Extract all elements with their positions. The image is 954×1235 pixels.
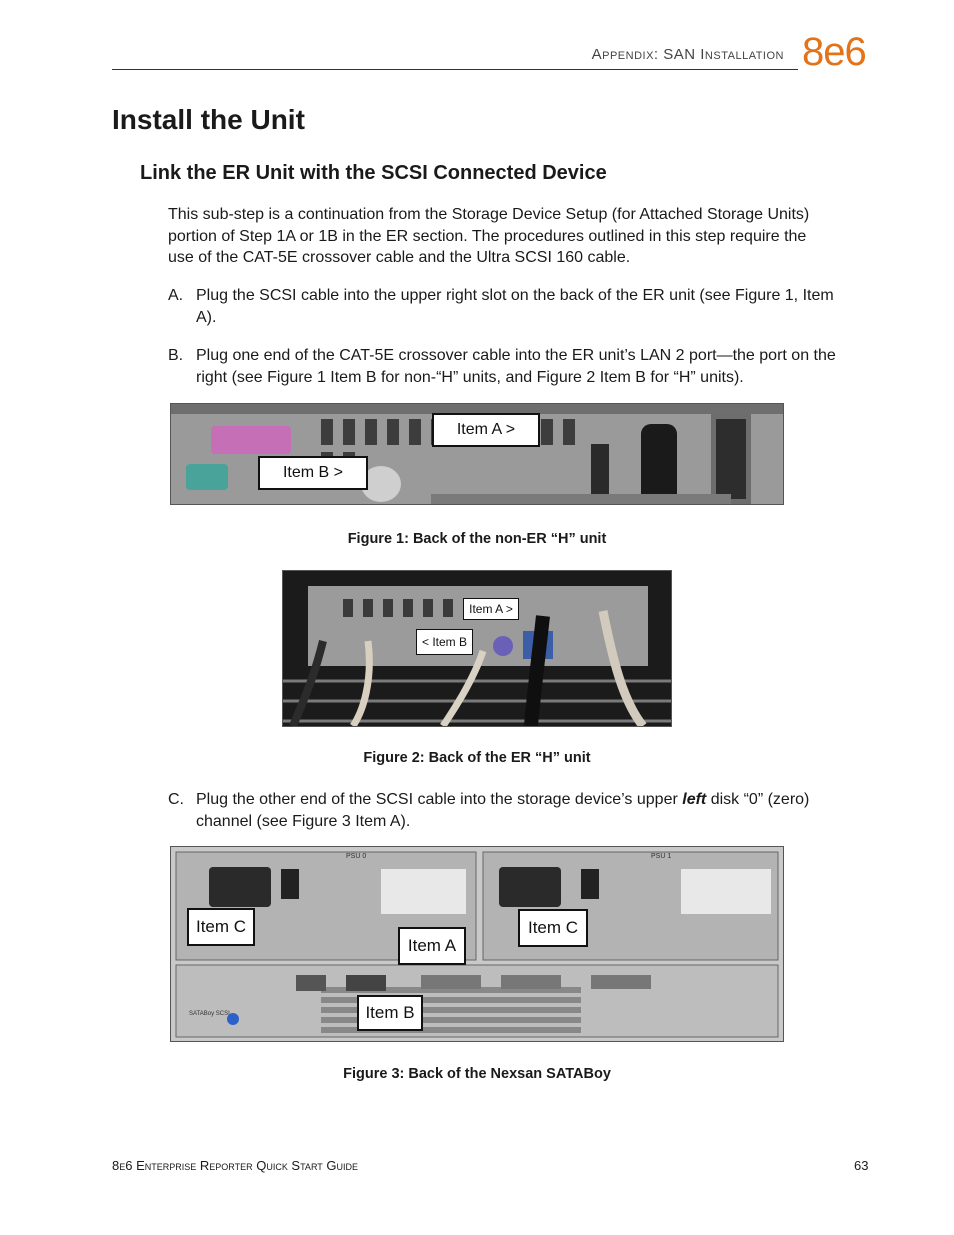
figure-1-caption: Figure 1: Back of the non-ER “H” unit xyxy=(347,531,607,547)
step-letter: B. xyxy=(168,347,184,364)
brand-silk: SATABoy SCSI xyxy=(189,1011,230,1017)
step-text: Plug one end of the CAT-5E crossover cable into the ER unit’s LAN 2 port—the port on the right (see Figure 1 Item B for non-“H” units, and Figure 2 Item B for “H” units). xyxy=(196,347,836,386)
item-b-label: < Item B xyxy=(416,629,473,655)
psu0-silk: PSU 0 xyxy=(346,853,367,860)
step-text-tail: disk “0” (zero) channel (see Figure 3 Item A). xyxy=(196,791,810,830)
item-a-label: Item A xyxy=(398,927,466,965)
item-c-left-label: Item C xyxy=(187,908,255,946)
intro-paragraph: This sub-step is a continuation from the Storage Device Setup (for Attached Storage Units) portion of Step 1A or 1B in the ER section. The procedures outlined in this step require the use of the CAT-5E crossover cable and the Ultra SCSI 160 cable. xyxy=(168,206,810,266)
running-header: Appendix: SAN Installation xyxy=(591,46,784,63)
step-letter: A. xyxy=(168,287,184,304)
header-rule xyxy=(112,69,798,70)
step-c xyxy=(168,789,848,832)
company-logo: 8e6 xyxy=(802,30,866,74)
step-text-lead: Plug the other end of the SCSI cable into the storage device’s upper xyxy=(196,791,683,808)
figure-1-photo xyxy=(170,403,784,505)
step-b xyxy=(168,345,848,388)
item-a-label: Item A > xyxy=(463,598,519,620)
emphasis-left: left xyxy=(682,791,707,808)
step-letter: C. xyxy=(168,791,184,808)
er-h-unit-illustration xyxy=(283,571,671,726)
figure-3-photo xyxy=(170,846,784,1042)
section-heading: Link the ER Unit with the SCSI Connected Device xyxy=(140,162,607,184)
figure-2-caption: Figure 2: Back of the ER “H” unit xyxy=(363,750,591,766)
footer-guide-title: 8e6 Enterprise Reporter Quick Start Guide xyxy=(112,1158,358,1173)
sataboy-illustration xyxy=(171,847,783,1041)
item-b-label: Item B xyxy=(357,995,423,1031)
item-b-label: Item B > xyxy=(258,456,368,490)
step-text: Plug the SCSI cable into the upper right slot on the back of the ER unit (see Figure 1, Item A). xyxy=(196,287,834,326)
page-title: Install the Unit xyxy=(112,104,305,135)
item-a-label: Item A > xyxy=(432,413,540,447)
page-number: 63 xyxy=(854,1158,869,1173)
item-c-right-label: Item C xyxy=(518,909,588,947)
figure-3-caption: Figure 3: Back of the Nexsan SATABoy xyxy=(343,1066,611,1082)
step-text xyxy=(196,789,848,832)
figure-2-photo xyxy=(282,570,672,727)
psu1-silk: PSU 1 xyxy=(651,853,672,860)
step-a xyxy=(168,285,848,328)
